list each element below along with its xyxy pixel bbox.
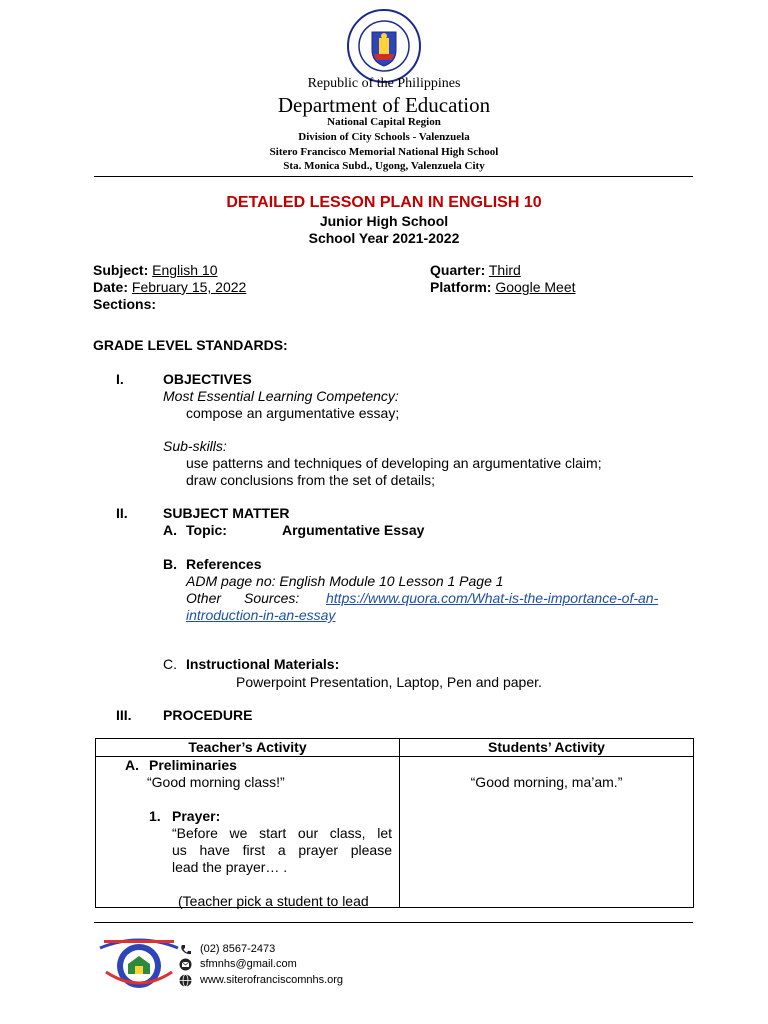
header-divider (94, 176, 693, 177)
prayer-text-line: lead the prayer… . (172, 859, 288, 875)
school-level: Junior High School (319, 213, 449, 229)
references-letter: B. (163, 556, 177, 572)
sections-label: Sections: (93, 296, 157, 312)
prayer-text-line: us have first a prayer please (172, 842, 392, 858)
footer-divider (94, 922, 693, 923)
date-value: February 15, 2022 (131, 279, 247, 295)
melc-item: compose an argumentative essay; (186, 405, 400, 421)
deped-seal (346, 8, 422, 84)
materials-value: Powerpoint Presentation, Laptop, Pen and paper. (236, 674, 542, 690)
students-activity-cell (400, 757, 694, 908)
footer-email[interactable]: sfmnhs@gmail.com (200, 958, 297, 970)
school-year: School Year 2021-2022 (308, 230, 460, 246)
topic-label: Topic: (186, 522, 227, 538)
email-icon (179, 958, 192, 971)
topic-letter: A. (163, 522, 177, 538)
topic-value: Argumentative Essay (282, 522, 425, 538)
platform-value: Google Meet (495, 279, 576, 295)
subject-field (93, 262, 218, 279)
objectives-heading: OBJECTIVES (163, 371, 252, 387)
other-sources-word: Other (186, 590, 222, 606)
procedure-table (95, 738, 694, 908)
platform-label: Platform: (430, 279, 492, 295)
address-line: Sta. Monica Subd., Ugong, Valenzuela City (283, 160, 485, 172)
date-field (93, 279, 246, 296)
quarter-value: Third (488, 262, 521, 278)
preliminaries-letter: A. (125, 757, 139, 773)
objectives-number: I. (116, 371, 124, 387)
footer-website[interactable]: www.siterofranciscomnhs.org (200, 974, 344, 986)
subject-matter-heading: SUBJECT MATTER (163, 505, 290, 521)
subject-label: Subject: (93, 262, 149, 278)
adm-reference: ADM page no: English Module 10 Lesson 1 Page 1 (186, 573, 504, 589)
references-label: References (186, 556, 262, 572)
melc-label: Most Essential Learning Competency: (163, 388, 399, 404)
prayer-note: (Teacher pick a student to lead (178, 893, 369, 909)
subskill-item: draw conclusions from the set of details; (186, 472, 436, 488)
grade-level-standards: GRADE LEVEL STANDARDS: (93, 337, 288, 353)
students-activity-header: Students’ Activity (400, 739, 694, 757)
department-title: Department of Education (277, 93, 491, 117)
procedure-heading: PROCEDURE (163, 707, 253, 723)
preliminaries-label: Preliminaries (149, 757, 237, 773)
subskills-label: Sub-skills: (163, 438, 227, 454)
teacher-greeting: “Good morning class!” (147, 774, 285, 790)
subject-matter-number: II. (116, 505, 128, 521)
republic-line: Republic of the Philippines (307, 76, 461, 91)
school-line: Sitero Francisco Memorial National High School (269, 146, 499, 158)
date-label: Date: (93, 279, 129, 295)
school-logo (98, 928, 180, 992)
quarter-field (430, 262, 527, 279)
teacher-activity-cell (96, 757, 400, 908)
platform-field (430, 279, 576, 296)
footer-phone: (02) 8567-2473 (200, 943, 276, 955)
quarter-label: Quarter: (430, 262, 486, 278)
prayer-text-line: “Before we start our class, let (172, 825, 392, 841)
other-sources-label: Sources: (244, 590, 300, 606)
subskill-item: use patterns and techniques of developing an argumentative claim; (186, 455, 602, 471)
prayer-number: 1. (149, 808, 161, 824)
reference-link-continued[interactable]: introduction-in-an-essay (186, 607, 336, 623)
region-line: National Capital Region (327, 116, 441, 128)
procedure-number: III. (116, 707, 132, 723)
student-greeting: “Good morning, ma’am.” (470, 774, 623, 790)
phone-icon (180, 943, 192, 955)
subject-value: English 10 (152, 262, 218, 278)
globe-icon (179, 974, 192, 987)
teacher-activity-header: Teacher’s Activity (96, 739, 400, 757)
materials-letter: C. (163, 656, 177, 672)
division-line: Division of City Schools - Valenzuela (298, 131, 470, 143)
materials-label: Instructional Materials: (186, 656, 340, 672)
lesson-plan-title: DETAILED LESSON PLAN IN ENGLISH 10 (226, 194, 542, 211)
prayer-label: Prayer: (172, 808, 221, 824)
reference-link[interactable]: https://www.quora.com/What-is-the-importance-of-an- (326, 590, 659, 606)
